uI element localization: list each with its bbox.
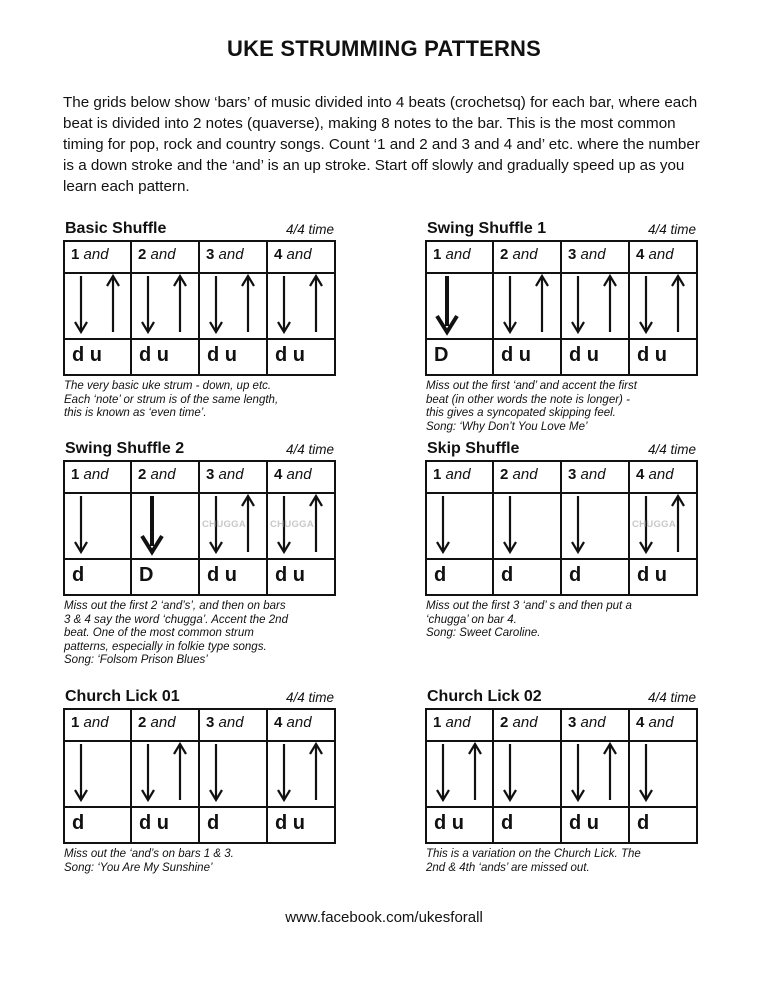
strum-arrows bbox=[132, 738, 198, 808]
beat-count bbox=[71, 465, 109, 485]
beat-cell bbox=[494, 710, 560, 842]
chugga-label: CHUGGA bbox=[632, 519, 677, 530]
beat-cell bbox=[427, 242, 492, 374]
beat-cell bbox=[630, 710, 696, 842]
stroke-letters: d bbox=[72, 564, 85, 586]
arrow-down-icon bbox=[504, 276, 516, 332]
arrow-down-icon bbox=[572, 744, 584, 800]
strum-arrows bbox=[65, 738, 130, 808]
beat-number: 1 bbox=[433, 246, 442, 263]
beat-number: 2 bbox=[500, 466, 509, 483]
chugga-label: CHUGGA bbox=[270, 519, 315, 530]
stroke-letters: d bbox=[569, 564, 582, 586]
beat-and: and bbox=[512, 246, 538, 263]
beat-count bbox=[636, 245, 674, 265]
beat-and: and bbox=[150, 714, 176, 731]
beat-number: 3 bbox=[568, 714, 577, 731]
beat-cell bbox=[200, 710, 266, 842]
stroke-letters: d u bbox=[139, 344, 169, 366]
pattern-name: Skip Shuffle bbox=[427, 440, 520, 457]
beat-count bbox=[138, 245, 176, 265]
arrow-down-icon bbox=[278, 744, 290, 800]
arrow-down-icon bbox=[142, 276, 154, 332]
strum-grid bbox=[425, 240, 698, 376]
beat-count bbox=[206, 713, 244, 733]
description-line: ‘chugga’ on bar 4. bbox=[426, 613, 517, 626]
arrow-up-icon bbox=[672, 276, 684, 332]
description-line: Miss out the first 3 ‘and’ s and then put a bbox=[426, 600, 632, 612]
stroke-letters: d u bbox=[569, 812, 599, 834]
description-line: 3 & 4 say the word ‘chugga’. Accent the 2nd bbox=[64, 613, 288, 626]
beat-count bbox=[138, 465, 176, 485]
beat-count bbox=[274, 465, 312, 485]
arrow-up-icon bbox=[107, 276, 119, 332]
beat-count bbox=[500, 713, 538, 733]
beat-count bbox=[568, 465, 606, 485]
pattern-basic-shuffle bbox=[63, 220, 336, 421]
beat-count bbox=[274, 713, 312, 733]
stroke-letters: d u bbox=[501, 344, 531, 366]
time-signature: 4/4 time bbox=[647, 690, 696, 705]
pattern-header bbox=[63, 440, 336, 458]
strum-arrows bbox=[494, 270, 560, 340]
arrow-up-icon bbox=[174, 276, 186, 332]
beat-cell bbox=[630, 462, 696, 594]
beat-count bbox=[71, 713, 109, 733]
beat-number: 2 bbox=[138, 466, 147, 483]
beat-count bbox=[206, 465, 244, 485]
strum-arrows bbox=[65, 270, 130, 340]
strum-arrows bbox=[494, 738, 560, 808]
arrow-down-icon bbox=[278, 276, 290, 332]
beat-count bbox=[636, 713, 674, 733]
strum-grid bbox=[63, 460, 336, 596]
strum-arrows bbox=[630, 270, 696, 340]
beat-and: and bbox=[218, 246, 244, 263]
accent-arrow-down-icon bbox=[142, 496, 162, 552]
arrow-up-icon bbox=[469, 744, 481, 800]
strum-grid bbox=[425, 708, 698, 844]
stroke-letters: d u bbox=[637, 564, 667, 586]
pattern-description bbox=[426, 380, 698, 434]
time-signature: 4/4 time bbox=[647, 442, 696, 457]
beat-count bbox=[433, 465, 471, 485]
pattern-header bbox=[425, 440, 698, 458]
arrow-up-icon bbox=[310, 276, 322, 332]
strum-grid bbox=[63, 240, 336, 376]
stroke-letters: d u bbox=[637, 344, 667, 366]
beat-count bbox=[206, 245, 244, 265]
beat-and: and bbox=[218, 466, 244, 483]
stroke-letters: D bbox=[139, 564, 154, 586]
beat-number: 1 bbox=[433, 466, 442, 483]
beat-and: and bbox=[445, 246, 471, 263]
arrow-down-icon bbox=[572, 496, 584, 552]
description-line: Song: ‘Why Don’t You Love Me’ bbox=[426, 420, 588, 433]
stroke-letters: d u bbox=[207, 564, 237, 586]
beat-and: and bbox=[648, 246, 674, 263]
beat-number: 2 bbox=[138, 246, 147, 263]
arrow-down-icon bbox=[504, 744, 516, 800]
beat-cell bbox=[562, 242, 628, 374]
description-line: Miss out the first ‘and’ and accent the first bbox=[426, 380, 637, 392]
pattern-description bbox=[64, 380, 336, 421]
description-line: Song: ‘Folsom Prison Blues’ bbox=[64, 654, 208, 666]
strum-grid bbox=[425, 460, 698, 596]
description-line: Song: ‘You Are My Sunshine’ bbox=[64, 861, 213, 874]
beat-cell bbox=[427, 462, 492, 594]
chugga-label: CHUGGA bbox=[202, 519, 247, 530]
arrow-down-icon bbox=[572, 276, 584, 332]
stroke-letters: d bbox=[501, 812, 514, 834]
beat-and: and bbox=[648, 714, 674, 731]
stroke-letters: d bbox=[72, 812, 85, 834]
strum-arrows bbox=[494, 490, 560, 560]
stroke-letters: d u bbox=[569, 344, 599, 366]
beat-number: 4 bbox=[636, 246, 645, 263]
beat-cell bbox=[630, 242, 696, 374]
beat-cell bbox=[132, 462, 198, 594]
beat-count bbox=[433, 245, 471, 265]
strum-arrows bbox=[200, 270, 266, 340]
footer-url: www.facebook.com/ukesforall bbox=[285, 909, 483, 926]
beat-number: 1 bbox=[71, 246, 80, 263]
beat-number: 1 bbox=[433, 714, 442, 731]
pattern-name: Basic Shuffle bbox=[65, 220, 167, 237]
arrow-down-icon bbox=[210, 276, 222, 332]
beat-and: and bbox=[150, 246, 176, 263]
description-line: This is a variation on the Church Lick. The bbox=[426, 848, 641, 860]
strum-arrows bbox=[132, 270, 198, 340]
description-line: Miss out the first 2 ‘and’s’, and then on bars bbox=[64, 600, 286, 612]
beat-number: 4 bbox=[274, 246, 283, 263]
stroke-letters: d bbox=[434, 564, 447, 586]
time-signature: 4/4 time bbox=[647, 222, 696, 237]
beat-count bbox=[568, 713, 606, 733]
stroke-letters: D bbox=[434, 344, 449, 366]
arrow-down-icon bbox=[437, 496, 449, 552]
beat-number: 4 bbox=[274, 466, 283, 483]
pattern-swing-shuffle-1 bbox=[425, 220, 698, 434]
beat-cell bbox=[200, 242, 266, 374]
arrow-down-icon bbox=[142, 744, 154, 800]
arrow-up-icon bbox=[536, 276, 548, 332]
arrow-up-icon bbox=[604, 744, 616, 800]
beat-and: and bbox=[150, 466, 176, 483]
beat-cell bbox=[494, 242, 560, 374]
arrow-down-icon bbox=[75, 744, 87, 800]
beat-and: and bbox=[648, 466, 674, 483]
beat-and: and bbox=[512, 466, 538, 483]
beat-number: 3 bbox=[568, 466, 577, 483]
beat-and: and bbox=[512, 714, 538, 731]
description-line: beat. One of the most common strum bbox=[64, 627, 254, 639]
pattern-church-lick-01 bbox=[63, 688, 336, 875]
accent-arrow-down-icon bbox=[437, 276, 457, 332]
strum-arrows bbox=[630, 738, 696, 808]
beat-cell bbox=[268, 462, 334, 594]
stroke-letters: d u bbox=[275, 344, 305, 366]
beat-cell bbox=[268, 710, 334, 842]
beat-and: and bbox=[286, 466, 312, 483]
arrow-down-icon bbox=[75, 496, 87, 552]
page-title: UKE STRUMMING PATTERNS bbox=[226, 36, 542, 61]
arrow-up-icon bbox=[174, 744, 186, 800]
pattern-name: Church Lick 01 bbox=[65, 688, 180, 705]
description-line: this gives a syncopated skipping feel. bbox=[426, 407, 616, 419]
stroke-letters: d u bbox=[207, 344, 237, 366]
beat-count bbox=[433, 713, 471, 733]
stroke-letters: d bbox=[501, 564, 514, 586]
beat-and: and bbox=[218, 714, 244, 731]
arrow-down-icon bbox=[75, 276, 87, 332]
strum-arrows bbox=[562, 490, 628, 560]
beat-number: 4 bbox=[636, 466, 645, 483]
beat-number: 3 bbox=[206, 246, 215, 263]
beat-and: and bbox=[83, 466, 109, 483]
strum-arrows bbox=[268, 738, 334, 808]
time-signature: 4/4 time bbox=[285, 442, 334, 457]
description-line: Song: Sweet Caroline. bbox=[426, 627, 541, 639]
arrow-up-icon bbox=[242, 276, 254, 332]
arrow-up-icon bbox=[604, 276, 616, 332]
pattern-header bbox=[425, 220, 698, 238]
strum-arrows bbox=[268, 270, 334, 340]
pattern-description bbox=[64, 848, 336, 875]
stroke-letters: d u bbox=[139, 812, 169, 834]
stroke-letters: d u bbox=[275, 564, 305, 586]
beat-and: and bbox=[580, 714, 606, 731]
pattern-name: Church Lick 02 bbox=[427, 688, 542, 705]
beat-count bbox=[500, 245, 538, 265]
beat-count bbox=[500, 465, 538, 485]
pattern-header bbox=[63, 220, 336, 238]
beat-count bbox=[274, 245, 312, 265]
pattern-church-lick-02 bbox=[425, 688, 698, 875]
pattern-swing-shuffle-2 bbox=[63, 440, 336, 668]
arrow-up-icon bbox=[310, 744, 322, 800]
beat-number: 4 bbox=[274, 714, 283, 731]
beat-cell bbox=[65, 462, 130, 594]
stroke-letters: d u bbox=[275, 812, 305, 834]
beat-and: and bbox=[445, 466, 471, 483]
beat-number: 1 bbox=[71, 714, 80, 731]
beat-cell bbox=[65, 242, 130, 374]
pattern-header bbox=[425, 688, 698, 706]
beat-count bbox=[138, 713, 176, 733]
beat-number: 2 bbox=[500, 714, 509, 731]
description-line: this is known as ‘even time’. bbox=[64, 407, 207, 419]
beat-number: 1 bbox=[71, 466, 80, 483]
beat-number: 2 bbox=[138, 714, 147, 731]
beat-cell bbox=[427, 710, 492, 842]
beat-cell bbox=[200, 462, 266, 594]
arrow-down-icon bbox=[210, 744, 222, 800]
beat-and: and bbox=[83, 714, 109, 731]
beat-and: and bbox=[580, 466, 606, 483]
description-line: Each ‘note’ or strum is of the same length, bbox=[64, 393, 279, 406]
description-line: patterns, especially in folkie type songs. bbox=[64, 640, 267, 653]
strum-arrows bbox=[427, 738, 492, 808]
arrow-down-icon bbox=[437, 744, 449, 800]
pattern-name: Swing Shuffle 2 bbox=[65, 440, 185, 457]
description-line: beat (in other words the note is longer) - bbox=[426, 393, 630, 406]
beat-number: 3 bbox=[568, 246, 577, 263]
beat-cell bbox=[65, 710, 130, 842]
beat-number: 3 bbox=[206, 714, 215, 731]
pattern-header bbox=[63, 688, 336, 706]
strum-arrows bbox=[427, 270, 492, 340]
arrow-down-icon bbox=[640, 744, 652, 800]
beat-number: 2 bbox=[500, 246, 509, 263]
beat-and: and bbox=[580, 246, 606, 263]
strum-arrows bbox=[200, 738, 266, 808]
pattern-skip-shuffle bbox=[425, 440, 698, 641]
beat-cell bbox=[562, 710, 628, 842]
strum-arrows bbox=[132, 490, 198, 560]
beat-and: and bbox=[445, 714, 471, 731]
pattern-name: Swing Shuffle 1 bbox=[427, 220, 547, 237]
beat-count bbox=[71, 245, 109, 265]
stroke-letters: d bbox=[207, 812, 220, 834]
intro-text: The grids below show ‘bars’ of music divided into 4 beats (crochetsq) for each bar, where each beat is divided into 2 notes (quaverse), making 8 notes to the bar. This is the most common timing for pop, rock and country songs. Count ‘1 and 2 and 3 and 4 and’ etc. where the number is a down stroke and the ‘and’ is an up stroke. Start off slowly and gradually speed up as you learn each pattern. bbox=[63, 94, 700, 195]
description-line: The very basic uke strum - down, up etc. bbox=[64, 380, 272, 392]
time-signature: 4/4 time bbox=[285, 222, 334, 237]
beat-and: and bbox=[83, 246, 109, 263]
beat-cell bbox=[132, 710, 198, 842]
description-line: 2nd & 4th ‘ands’ are missed out. bbox=[426, 861, 590, 874]
pattern-description bbox=[426, 600, 698, 641]
beat-cell bbox=[562, 462, 628, 594]
beat-number: 3 bbox=[206, 466, 215, 483]
beat-count bbox=[568, 245, 606, 265]
description-line: Miss out the ‘and’s on bars 1 & 3. bbox=[64, 848, 234, 860]
beat-cell bbox=[494, 462, 560, 594]
beat-and: and bbox=[286, 714, 312, 731]
strum-arrows bbox=[65, 490, 130, 560]
beat-count bbox=[636, 465, 674, 485]
pattern-description bbox=[64, 600, 336, 668]
stroke-letters: d u bbox=[72, 344, 102, 366]
stroke-letters: d bbox=[637, 812, 650, 834]
pattern-description bbox=[426, 848, 698, 875]
arrow-down-icon bbox=[640, 276, 652, 332]
beat-cell bbox=[268, 242, 334, 374]
strum-arrows bbox=[427, 490, 492, 560]
beat-number: 4 bbox=[636, 714, 645, 731]
beat-cell bbox=[132, 242, 198, 374]
arrow-down-icon bbox=[504, 496, 516, 552]
strum-arrows bbox=[562, 270, 628, 340]
time-signature: 4/4 time bbox=[285, 690, 334, 705]
strum-grid bbox=[63, 708, 336, 844]
strum-arrows bbox=[562, 738, 628, 808]
beat-and: and bbox=[286, 246, 312, 263]
stroke-letters: d u bbox=[434, 812, 464, 834]
